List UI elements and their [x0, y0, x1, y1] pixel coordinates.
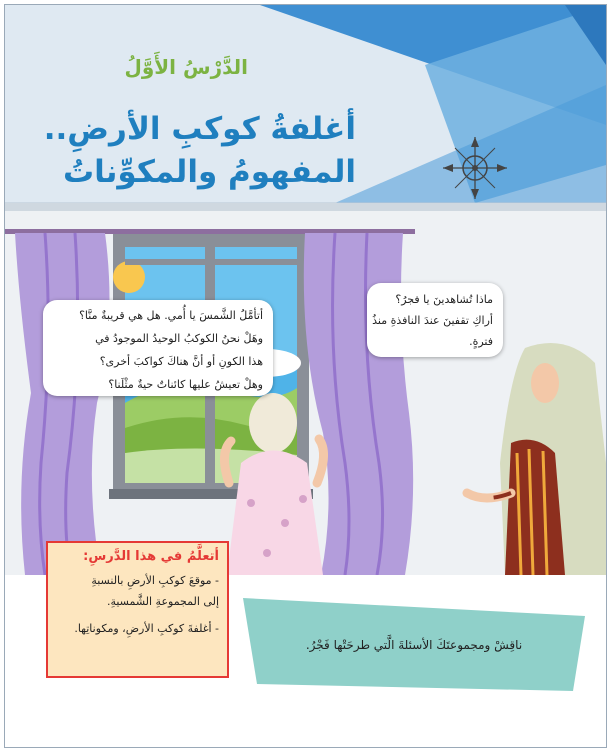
speech-line: وهَلْ نحنُ الكوكبُ الوحيدُ الموجودُ في — [95, 332, 263, 345]
speech-line: أراكِ تقفينَ عندَ النافذةِ منذُ — [372, 314, 493, 327]
lesson-number: الدَّرْسُ الأَوَّلُ — [124, 55, 248, 79]
page-title-line1: أغلفةُ كوكبِ الأرضِ.. — [43, 111, 356, 147]
learning-objective-line: - أغلفةَ كوكبِ الأرضِ، ومكوناتِها. — [74, 622, 219, 635]
speech-line: فترةٍ. — [469, 335, 493, 348]
speech-line: وهلْ تعيشُ عليها كائناتٌ حيةٌ مثْلَنا؟ — [108, 378, 263, 391]
page-title-line2: المفهومُ والمكوِّناتُ — [63, 154, 356, 190]
discussion-text: ناقِشْ ومجموعتَكَ الأسئلةَ الَّتي طرحَتْها فَجْرُ. — [305, 637, 523, 652]
learning-objective-line: - موقعَ كوكبِ الأرضِ بالنسبةِ — [91, 574, 219, 587]
speech-line: هذا الكونِ أو أنَّ هناكَ كواكبَ أخرى؟ — [99, 355, 263, 368]
speech-line: ماذا تُشاهدينَ يا فجرُ؟ — [395, 293, 493, 306]
speech-line: أتأمَّلُ الشَّمسَ يا أُمي. هل هي قريبةٌ منَّا؟ — [79, 309, 263, 322]
page-border — [4, 4, 607, 748]
learning-objectives-heading: أتعلَّمُ في هذا الدَّرسِ: — [83, 549, 219, 564]
learning-objective-line: إلى المجموعةِ الشَّمسيةِ. — [106, 595, 219, 608]
